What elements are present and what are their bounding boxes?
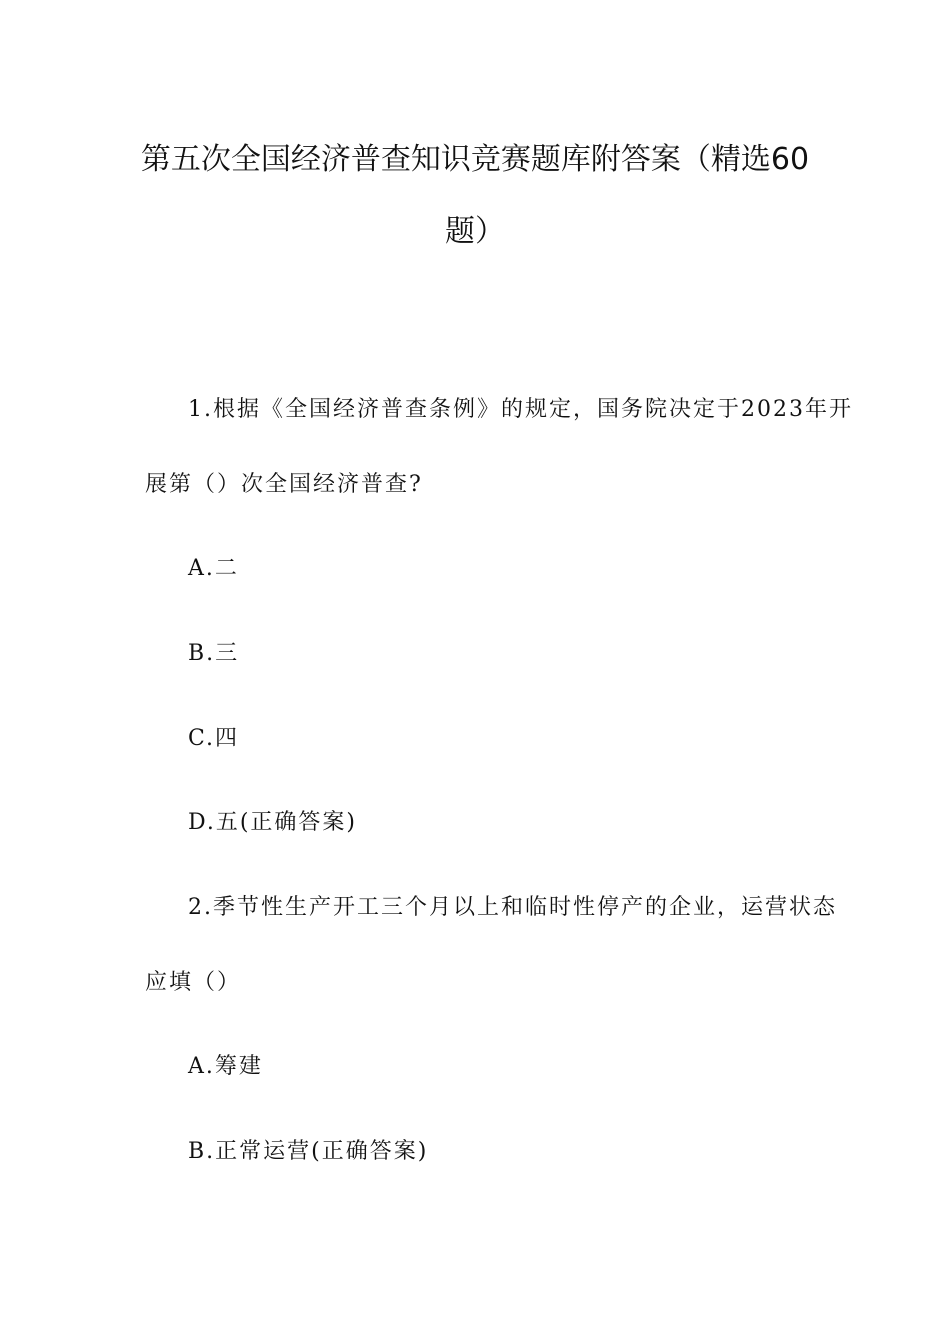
- question-1-option-b: B.三: [188, 641, 240, 666]
- question-2-stem-line-1: 2.季节性生产开工三个月以上和临时性停产的企业，运营状态: [188, 895, 837, 920]
- question-1-stem-line-2: 展第（）次全国经济普查?: [145, 472, 423, 497]
- question-1-option-a: A.二: [188, 556, 239, 581]
- question-1-stem-line-1: 1.根据《全国经济普查条例》的规定，国务院决定于2023年开: [188, 397, 853, 422]
- document-title-line-2: 题）: [445, 214, 505, 249]
- question-2-option-a: A.筹建: [188, 1054, 263, 1079]
- question-2-stem-line-2: 应填（）: [145, 970, 242, 995]
- question-1-option-d: D.五(正确答案): [188, 810, 358, 835]
- question-2-option-b: B.正常运营(正确答案): [188, 1139, 429, 1164]
- document-title-line-1: 第五次全国经济普查知识竞赛题库附答案（精选60: [140, 142, 810, 177]
- question-1-option-c: C.四: [188, 726, 240, 751]
